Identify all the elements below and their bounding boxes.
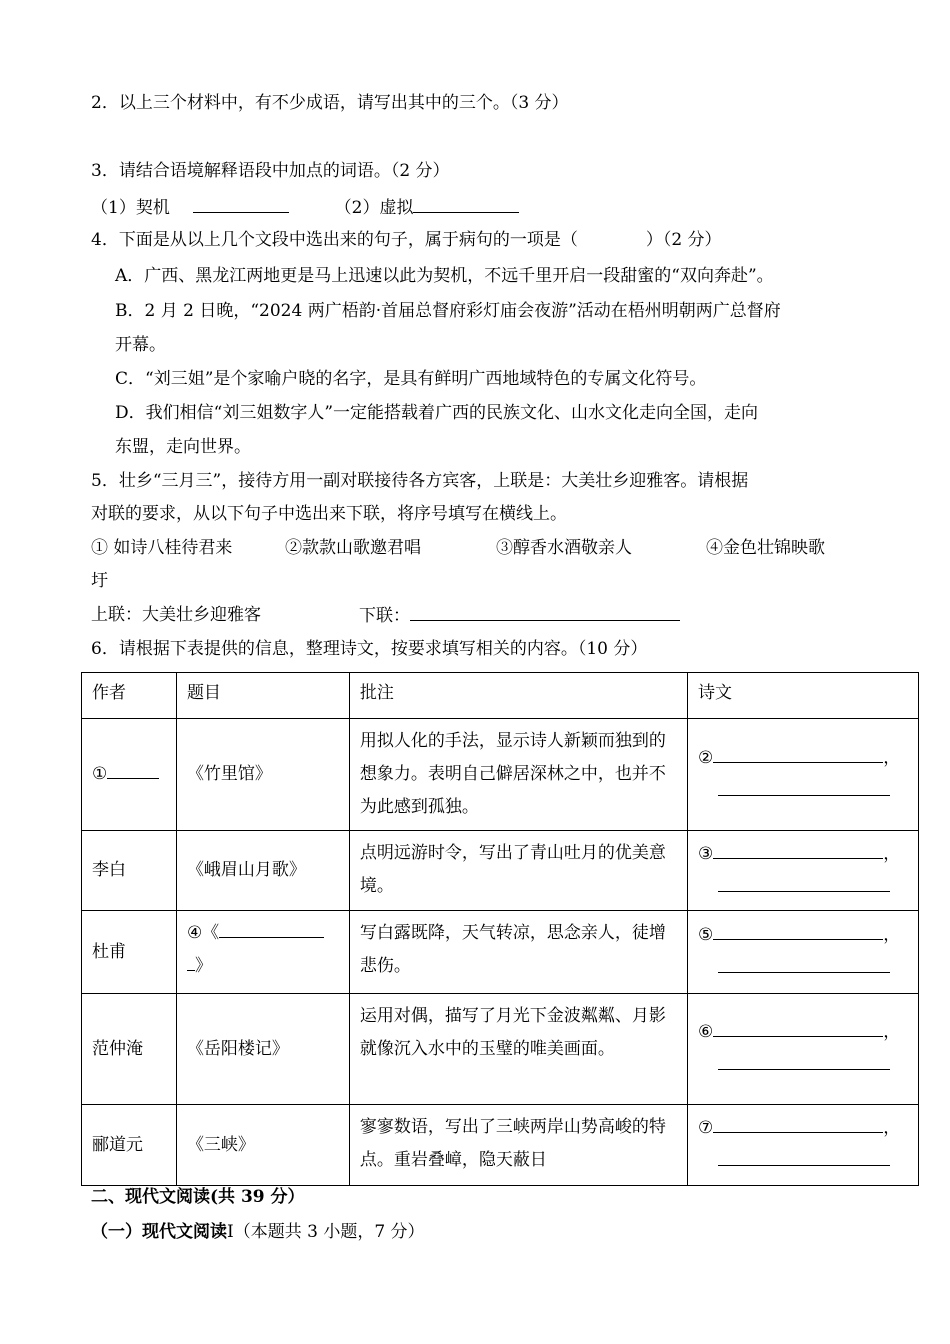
q5-option-2: ②款款山歌邀君唱 bbox=[285, 538, 421, 558]
author-cell: 郦道元 bbox=[82, 1105, 177, 1186]
answer-blank[interactable] bbox=[219, 921, 324, 938]
title-cell: 《三峡》 bbox=[176, 1105, 349, 1186]
author-cell: 范仲淹 bbox=[82, 994, 177, 1105]
question-3: 3．请结合语境解释语段中加点的词语。（2 分） bbox=[91, 161, 450, 181]
note-cell: 写白露既降，天气转凉，思念亲人，徒增悲伤。 bbox=[349, 911, 687, 994]
answer-blank[interactable] bbox=[718, 956, 890, 973]
table-row bbox=[82, 1105, 919, 1186]
comma: ， bbox=[883, 843, 901, 864]
option-b: B．2 月 2 日晚，“2024 两广梧韵·首届总督府彩灯庙会夜游”活动在梧州明朝两广总督府 bbox=[115, 301, 781, 321]
lower-couplet bbox=[359, 604, 680, 627]
answer-blank[interactable] bbox=[187, 954, 195, 971]
subsection-detail: Ⅰ（本题共 3 小题，7 分） bbox=[227, 1222, 425, 1242]
comma: ， bbox=[883, 1118, 901, 1138]
poem-number: ② bbox=[698, 747, 714, 768]
question-4: 4．下面是从以上几个文段中选出来的句子，属于病句的一项是（ ）（2 分） bbox=[91, 230, 722, 250]
answer-blank[interactable] bbox=[718, 1053, 890, 1070]
answer-blank[interactable] bbox=[713, 1116, 883, 1133]
note-cell: 寥寥数语，写出了三峡两岸山势高峻的特点。重岩叠嶂，隐天蔽日 bbox=[349, 1105, 687, 1186]
table-row bbox=[82, 831, 919, 911]
comma: ， bbox=[883, 747, 901, 768]
answer-blank[interactable] bbox=[193, 196, 289, 213]
option-c: C．“刘三姐”是个家喻户晓的名字，是具有鲜明广西地域特色的专属文化符号。 bbox=[115, 369, 707, 389]
title: ④《 bbox=[186, 923, 220, 943]
answer-blank[interactable] bbox=[713, 746, 883, 763]
item-label: （2）虚拟 bbox=[334, 198, 414, 218]
poem-cell bbox=[688, 911, 919, 994]
poem-table bbox=[81, 672, 919, 1186]
lower-label: 下联： bbox=[359, 606, 410, 626]
poem-cell bbox=[688, 719, 919, 831]
question-5: 5．壮乡“三月三”，接待方用一副对联接待各方宾客，上联是：大美壮乡迎雅客。请根据 bbox=[91, 471, 749, 491]
option-b-cont: 开幕。 bbox=[115, 335, 166, 355]
answer-blank[interactable] bbox=[713, 842, 883, 859]
question-5-cont: 对联的要求，从以下句子中选出来下联，将序号填写在横线上。 bbox=[91, 504, 567, 524]
comma: ， bbox=[883, 1022, 901, 1042]
author-cell: 杜甫 bbox=[82, 911, 177, 994]
note-cell: 运用对偶，描写了月光下金波粼粼、月影就像沉入水中的玉璧的唯美画面。 bbox=[349, 994, 687, 1105]
note-cell: 点明远游时令，写出了青山吐月的优美意境。 bbox=[349, 831, 687, 911]
table-row bbox=[82, 719, 919, 831]
header-note: 批注 bbox=[349, 673, 687, 719]
author-cell: 李白 bbox=[82, 831, 177, 911]
answer-blank[interactable] bbox=[718, 1149, 890, 1166]
answer-blank[interactable] bbox=[718, 779, 890, 796]
title-cell: 《竹里馆》 bbox=[176, 719, 349, 831]
q5-option-4-cont: 圩 bbox=[91, 571, 108, 591]
answer-blank[interactable] bbox=[713, 923, 883, 940]
comma: ， bbox=[883, 925, 901, 945]
table-row bbox=[82, 994, 919, 1105]
q5-option-4: ④金色壮锦映歌 bbox=[706, 538, 825, 558]
option-a: A．广西、黑龙江两地更是马上迅速以此为契机，不远千里开启一段甜蜜的“双向奔赴”。 bbox=[115, 266, 774, 286]
upper-couplet: 上联：大美壮乡迎雅客 bbox=[91, 605, 261, 625]
poem-number: ⑤ bbox=[698, 925, 714, 945]
answer-blank[interactable] bbox=[718, 875, 890, 892]
answer-blank[interactable] bbox=[413, 196, 519, 213]
table-row bbox=[82, 911, 919, 994]
header-title: 题目 bbox=[176, 673, 349, 719]
title-cell: 《岳阳楼记》 bbox=[176, 994, 349, 1105]
table-header-row bbox=[82, 673, 919, 719]
poem-cell bbox=[688, 1105, 919, 1186]
question-2: 2．以上三个材料中，有不少成语，请写出其中的三个。（3 分） bbox=[91, 93, 569, 113]
answer-blank[interactable] bbox=[410, 604, 680, 621]
poem-number: ⑦ bbox=[698, 1118, 714, 1138]
q5-option-1: ① 如诗八桂待君来 bbox=[91, 538, 233, 558]
answer-blank[interactable] bbox=[713, 1020, 883, 1037]
author: ① bbox=[92, 764, 108, 784]
section-2-heading: 二、现代文阅读(共 39 分） bbox=[91, 1187, 305, 1207]
q5-option-3: ③醇香水酒敬亲人 bbox=[496, 538, 632, 558]
poem-cell bbox=[688, 994, 919, 1105]
title-tail: 》 bbox=[194, 956, 212, 976]
header-poem: 诗文 bbox=[688, 673, 919, 719]
subsection-heading bbox=[91, 1221, 425, 1243]
author-cell bbox=[82, 719, 177, 831]
note-cell: 用拟人化的手法，显示诗人新颖而独到的想象力。表明自己僻居深林之中，也并不为此感到孤独。 bbox=[349, 719, 687, 831]
item-label: （1）契机 bbox=[91, 198, 170, 218]
option-d: D．我们相信“刘三姐数字人”一定能搭载着广西的民族文化、山水文化走向全国，走向 bbox=[115, 403, 759, 423]
poem-number: ③ bbox=[698, 843, 714, 864]
answer-blank[interactable] bbox=[107, 762, 159, 779]
poem-number: ⑥ bbox=[698, 1022, 714, 1042]
question-6: 6．请根据下表提供的信息，整理诗文，按要求填写相关的内容。（10 分） bbox=[91, 639, 648, 659]
header-author: 作者 bbox=[82, 673, 177, 719]
title-cell bbox=[176, 911, 349, 994]
poem-cell bbox=[688, 831, 919, 911]
title-cell: 《峨眉山月歌》 bbox=[176, 831, 349, 911]
subsection-title: （一）现代文阅读 bbox=[91, 1222, 227, 1242]
option-d-cont: 东盟，走向世界。 bbox=[115, 437, 251, 457]
question-3-items bbox=[91, 196, 519, 219]
